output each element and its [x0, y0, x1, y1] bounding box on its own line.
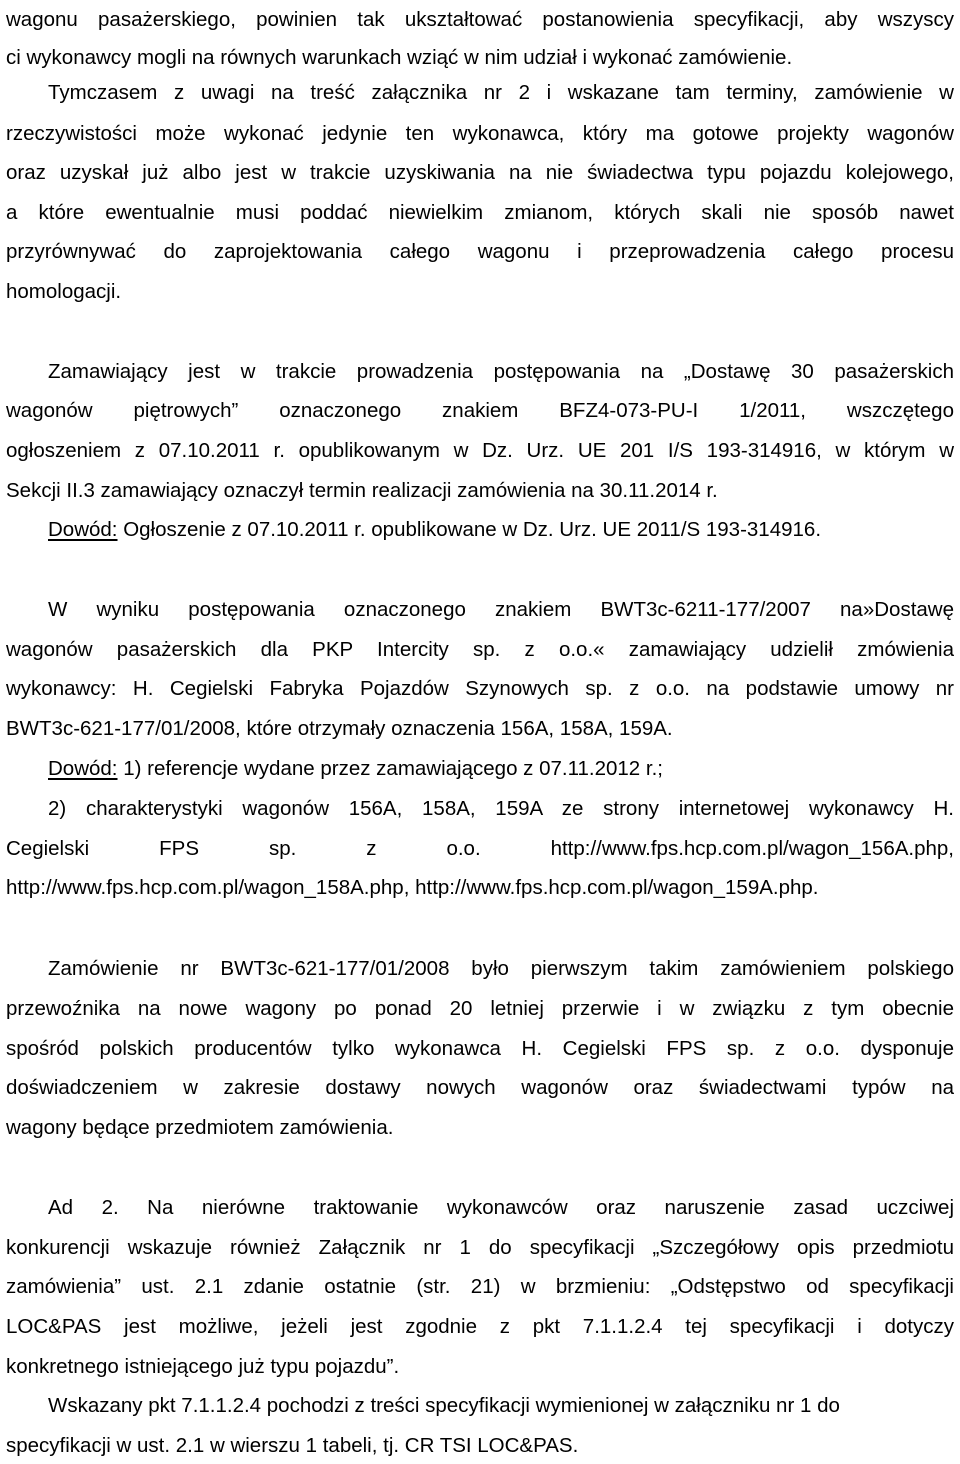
text-line: Ad 2. Na nierówne traktowanie wykonawców oraz naruszenie zasad uczciwej [48, 1196, 954, 1219]
text-line: BWT3c-621-177/01/2008, które otrzymały oznaczenia 156A, 158A, 159A. [6, 717, 673, 740]
text-line: ci wykonawcy mogli na równych warunkach wziąć w nim udział i wykonać zamówienie. [6, 46, 793, 69]
text-line: Tymczasem z uwagi na treść załącznika nr 2 i wskazane tam terminy, zamówienie w [48, 81, 954, 104]
text-line: specyfikacji w ust. 2.1 w wierszu 1 tabeli, tj. CR TSI LOC&PAS. [6, 1434, 579, 1457]
text-line: Sekcji II.3 zamawiający oznaczył termin realizacji zamówienia na 30.11.2014 r. [6, 479, 718, 502]
text-line: Zamówienie nr BWT3c-621-177/01/2008 było pierwszym takim zamówieniem polskiego [48, 957, 954, 980]
text-line: homologacji. [6, 280, 122, 303]
text-line: doświadczeniem w zakresie dostawy nowych wagonów oraz świadectwami typów na [6, 1076, 954, 1099]
evidence-text: Ogłoszenie z 07.10.2011 r. opublikowane w Dz. Urz. UE 2011/S 193-314916. [117, 518, 822, 541]
text-line: a które ewentualnie musi poddać niewielkim zmianom, których skali nie sposób nawet [6, 201, 954, 224]
text-line: wagonów piętrowych” oznaczonego znakiem BFZ4-073-PU-I 1/2011, wszczętego [6, 399, 954, 422]
text-line: oraz uzyskał już albo jest w trakcie uzyskiwania na nie świadectwa typu pojazdu kolejowego, [6, 161, 954, 184]
text-line: konkurencji wskazuje również Załącznik nr 1 do specyfikacji „Szczegółowy opis przedmiotu [6, 1236, 954, 1259]
text-line: Zamawiający jest w trakcie prowadzenia postępowania na „Dostawę 30 pasażerskich [48, 360, 954, 383]
text-line: Cegielski FPS sp. z o.o. http://www.fps.hcp.com.pl/wagon_156A.php, [6, 837, 954, 860]
evidence-label: Dowód: [48, 757, 118, 780]
text-line: konkretnego istniejącego już typu pojazdu”. [6, 1355, 400, 1378]
text-line: wykonawcy: H. Cegielski Fabryka Pojazdów Szynowych sp. z o.o. na podstawie umowy nr [6, 677, 954, 700]
text-line: ogłoszeniem z 07.10.2011 r. opublikowanym w Dz. Urz. UE 201 I/S 193-314916, w którym w [6, 439, 954, 462]
text-line: 2) charakterystyki wagonów 156A, 158A, 159A ze strony internetowej wykonawcy H. [48, 797, 954, 820]
text-line: wagonów pasażerskich dla PKP Intercity sp. z o.o.« zamawiający udzielił zmówienia [6, 638, 954, 661]
text-line: Wskazany pkt 7.1.1.2.4 pochodzi z treści specyfikacji wymienionej w załączniku nr 1 do [48, 1394, 840, 1417]
text-line: http://www.fps.hcp.com.pl/wagon_158A.php, http://www.fps.hcp.com.pl/wagon_159A.php. [6, 876, 819, 899]
text-line: zamówienia” ust. 2.1 zdanie ostatnie (str. 21) w brzmieniu: „Odstępstwo od specyfikacji [6, 1275, 954, 1298]
text-line: przyrównywać do zaprojektowania całego wagonu i przeprowadzenia całego procesu [6, 240, 954, 263]
evidence-text: 1) referencje wydane przez zamawiającego z 07.11.2012 r.; [117, 757, 663, 780]
text-line: przewoźnika na nowe wagony po ponad 20 letniej przerwie i w związku z tym obecnie [6, 997, 954, 1020]
text-line: rzeczywistości może wykonać jedynie ten wykonawca, który ma gotowe projekty wagonów [6, 122, 954, 145]
text-line: LOC&PAS jest możliwe, jeżeli jest zgodnie z pkt 7.1.1.2.4 tej specyfikacji i dotyczy [6, 1315, 954, 1338]
evidence-line [48, 749, 954, 789]
text-line: wagonu pasażerskiego, powinien tak ukształtować postanowienia specyfikacji, aby wszyscy [6, 8, 954, 31]
text-line: W wyniku postępowania oznaczonego znakiem BWT3c-6211-177/2007 na»Dostawę [48, 598, 954, 621]
evidence-label: Dowód: [48, 518, 118, 541]
text-line: wagony będące przedmiotem zamówienia. [6, 1116, 394, 1139]
evidence-line [48, 510, 954, 550]
text-line: spośród polskich producentów tylko wykonawca H. Cegielski FPS sp. z o.o. dysponuje [6, 1037, 954, 1060]
